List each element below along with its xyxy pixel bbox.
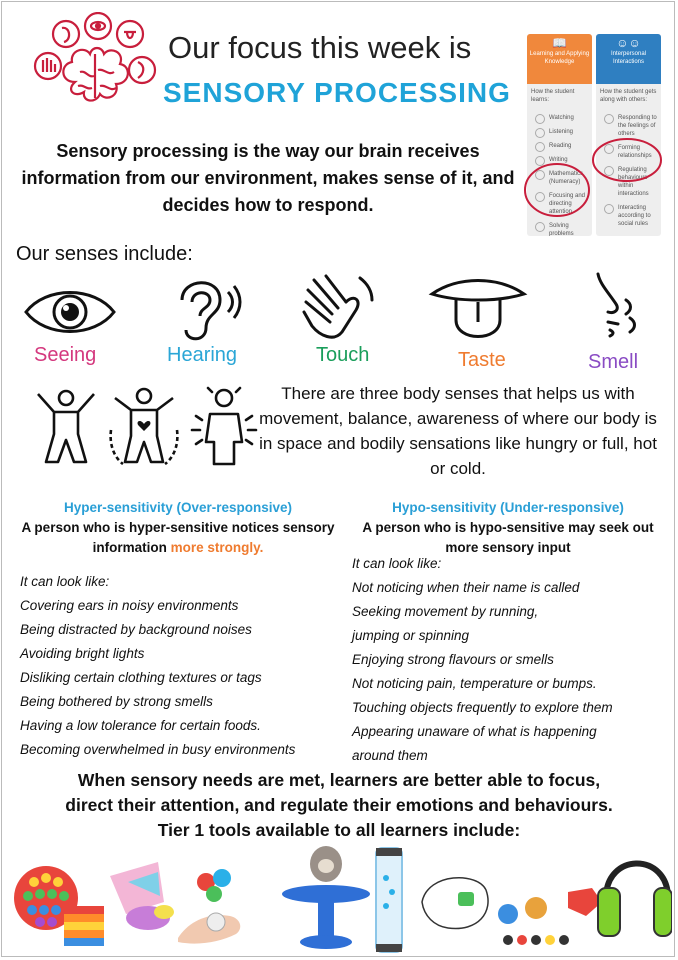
hyper-subtitle-text: A person who is hyper-sensitive notices sensory information (21, 520, 335, 555)
pop-it-square-icon (64, 906, 104, 946)
list-item: Becoming overwhelmed in busy environments (20, 742, 296, 757)
ear-icon (172, 270, 244, 345)
body-senses-text: There are three body senses that helps us with movement, balance, awareness of where our body is in space and bodily sensations like hungry or full, hot or cold. (259, 384, 657, 478)
list-item: jumping or spinning (352, 628, 470, 643)
hyper-list (20, 570, 350, 762)
list-item: Covering ears in noisy environments (20, 598, 239, 613)
highlight-circle-regulating (590, 135, 664, 185)
wobble-stool-icon (282, 846, 370, 949)
nose-icon (590, 270, 640, 350)
list-item: Focusing and directing attention (527, 192, 592, 216)
sense-label-seeing: Seeing (34, 344, 97, 366)
people-icon: ☺☺ (616, 36, 641, 50)
list-item: Watching (527, 114, 592, 122)
senses-heading: Our senses include: (16, 243, 193, 265)
ear-defenders-icon (598, 864, 672, 937)
sense-label-taste: Taste (458, 349, 506, 371)
interoception-figure-icon (188, 386, 260, 470)
list-item: Disliking certain clothing textures or tags (20, 670, 262, 685)
list-item: Regulating behaviours within interactions (596, 166, 661, 198)
highlight-circle-focus (522, 160, 592, 220)
chew-necklace-icon (422, 878, 488, 929)
list-item: Interacting according to social rules (596, 204, 661, 228)
page-title-line1: Our focus this week is (168, 30, 472, 65)
list-item: Reading (527, 142, 592, 150)
learning-panel-title: Learning and Applying Knowledge (529, 51, 590, 65)
hand-icon (298, 272, 378, 347)
list-item: Having a low tolerance for certain foods. (20, 718, 261, 733)
hypo-subtitle: A person who is hypo-sensitive may seek out more sensory input (362, 520, 654, 555)
list-item: Enjoying strong flavours or smells (352, 652, 554, 667)
learning-panel-subtitle: How the student learns: (531, 89, 575, 103)
squishy-balls-icon (178, 869, 240, 944)
page-title-line2: SENSORY PROCESSING (163, 77, 511, 108)
hypo-list-intro: It can look like: (352, 556, 442, 571)
interpersonal-panel-header (596, 34, 661, 84)
interpersonal-panel-title: Interpersonal Interactions (610, 51, 647, 65)
list-item: Mathematics (Numeracy) (527, 170, 592, 186)
hyper-list-intro: It can look like: (20, 574, 110, 589)
bottom-statement (10, 768, 668, 843)
book-icon: 📖 (552, 36, 567, 50)
list-item: Listening (527, 128, 592, 136)
list-item: Being distracted by background noises (20, 622, 252, 637)
intro-text: Sensory processing is the way our brain receives information from our environment, makes sense of it, and decides how to respond. (21, 141, 515, 215)
learning-panel-header (527, 34, 592, 84)
fidget-cone-icon (110, 862, 174, 930)
eye-icon (22, 282, 118, 342)
list-item: Avoiding bright lights (20, 646, 145, 661)
bottom-line3: Tier 1 tools available to all learners include: (157, 820, 521, 840)
brain-senses-logo (30, 12, 160, 124)
hyper-heading: Hyper-sensitivity (Over-responsive) (63, 500, 293, 515)
bottom-line2: direct their attention, and regulate their emotions and behaviours. (65, 795, 613, 815)
hyper-highlight: more strongly. (170, 540, 264, 555)
list-item: Touching objects frequently to explore them (352, 700, 613, 715)
bottom-line1: When sensory needs are met, learners are better able to focus, (77, 770, 601, 790)
hypo-list (352, 552, 672, 768)
list-item: around them (352, 748, 428, 763)
fidget-toys-icon (498, 888, 602, 945)
list-item: Responding to the feelings of others (596, 114, 661, 138)
sense-label-smell: Smell (588, 351, 639, 373)
body-awareness-figure-icon (105, 386, 183, 470)
sensory-tools-illustration (8, 842, 672, 954)
list-item: Being bothered by strong smells (20, 694, 213, 709)
interpersonal-panel-subtitle: How the student gets along with others: (600, 89, 657, 103)
tongue-icon (428, 272, 528, 344)
list-item: Solving problems (527, 222, 592, 236)
sense-label-hearing: Hearing (167, 344, 238, 366)
list-item: Forming relationships (596, 144, 661, 160)
liquid-timer-icon (376, 848, 402, 952)
list-item: Seeking movement by running, (352, 604, 539, 619)
list-item: Not noticing pain, temperature or bumps. (352, 676, 597, 691)
hyper-subtitle (18, 518, 338, 558)
balance-figure-icon (30, 388, 102, 468)
list-item: Writing (527, 156, 592, 164)
hypo-heading: Hypo-sensitivity (Under-responsive) (392, 500, 624, 515)
list-item: Not noticing when their name is called (352, 580, 580, 595)
sense-label-touch: Touch (316, 344, 370, 366)
list-item: Appearing unaware of what is happening (352, 724, 597, 739)
